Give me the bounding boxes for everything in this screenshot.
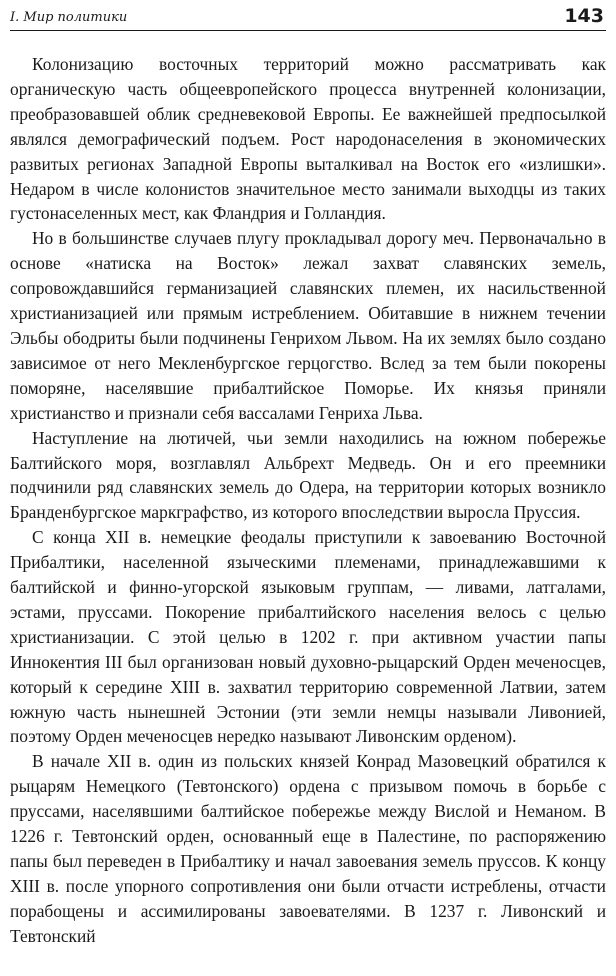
body-text: [10, 52, 606, 949]
paragraph: В начале XII в. один из польских князей Конрад Мазовецкий обратился к рыцарям Немецкого (Тевтонского) ордена с призывом помочь в борьбе с пруссами, населявшими балтийское побережье между Вислой и Неманом. В 1226 г. Тевтонский орден, основанный еще в Палестине, по распоряжению папы был переведен в Прибалтику и начал завоевания земель пруссов. К концу XIII в. после упорного сопротивления они были отчасти истреблены, отчасти порабощены и ассимилированы завоевателями. В 1237 г. Ливонский и Тевтонский: [10, 751, 606, 946]
page-number: 143: [564, 5, 604, 27]
paragraph: Но в большинстве случаев плугу прокладывал дорогу меч. Первоначально в основе «натиска на Восток» лежал захват славянских земель, сопровождавшийся германизацией славянских племен, их насильственной христианизацией или прямым истреблением. Обитавшие в нижнем течении Эльбы ободриты были подчинены Генрихом Львом. На их землях было создано зависимое от него Мекленбургское герцогство. Вслед за тем были покорены поморяне, населявшие прибалтийское Поморье. Их князья приняли христианство и признали себя вассалами Генриха Льва.: [10, 228, 606, 423]
running-header: [10, 0, 606, 31]
paragraph: С конца XII в. немецкие феодалы приступили к завоеванию Восточной Прибалтики, населенной языческими племенами, принадлежавшими к балтийской и финно-угорской языковым группам, — ливами, латгалами, эстами, пруссами. Покорение прибалтийского населения велось с целью христианизации. С этой целью в 1202 г. при активном участии папы Иннокентия III был организован новый духовно-рыцарский Орден меченосцев, который к середине XIII в. захватил территорию современной Латвии, затем южную часть нынешней Эстонии (эти земли немцы называли Ливонией, поэтому Орден меченосцев нередко называют Ливонским орденом).: [10, 527, 606, 747]
paragraph: Колонизацию восточных территорий можно рассматривать как органическую часть общеевропейского процесса внутренней колонизации, преобразовавшей облик средневековой Европы. Ее важнейшей предпосылкой являлся демографический подъем. Рост народонаселения в экономических развитых регионах Западной Европы выталкивал на Восток его «излишки». Недаром в числе колонистов значительное место занимали выходцы из таких густонаселенных мест, как Фландрия и Голландия.: [10, 54, 606, 224]
chapter-title: I. Мир политики: [10, 10, 128, 25]
paragraph: Наступление на лютичей, чьи земли находились на южном побережье Балтийского моря, возглавлял Альбрехт Медведь. Он и его преемники подчинили ряд славянских земель до Одера, на территории которых возникло Бранденбургское маркграфство, из которого впоследствии выросла Пруссия.: [10, 427, 606, 523]
